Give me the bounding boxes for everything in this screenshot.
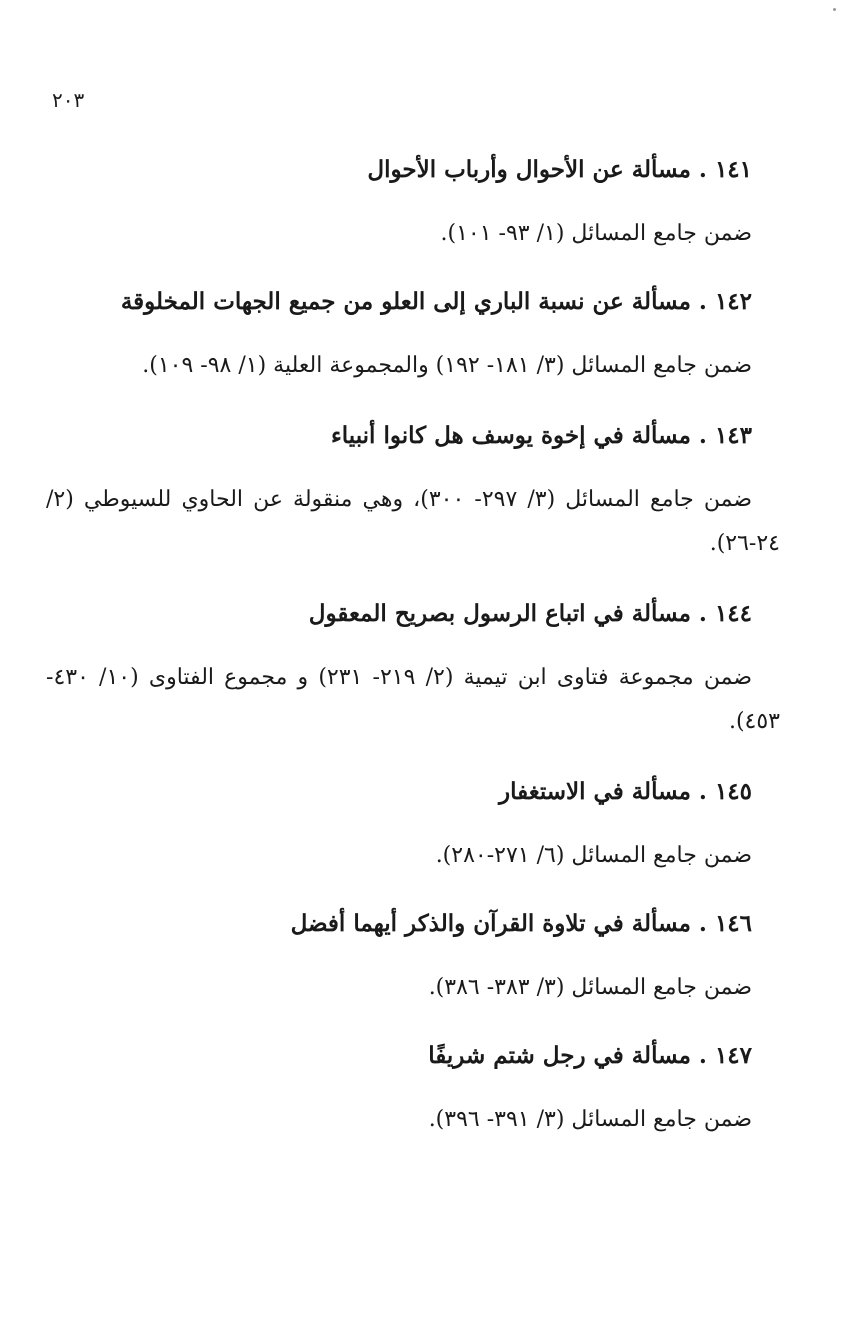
entry-title: ١٤٦ . مسألة في تلاوة القرآن والذكر أيهما أفضل: [290, 910, 752, 937]
entry-source: ضمن جامع المسائل (٣/ ٣٨٣- ٣٨٦).: [428, 975, 752, 1000]
entry-145: [46, 772, 780, 878]
entry-title: ١٤٧ . مسألة في رجل شتم شريفًا: [428, 1042, 752, 1069]
entry-source: ضمن جامع المسائل (٣/ ٢٩٧- ٣٠٠)، وهي منقولة عن الحاوي للسيوطي (٢/ ٢٤-٢٦).: [46, 487, 780, 556]
entry-title: ١٤٢ . مسألة عن نسبة الباري إلى العلو من جميع الجهات المخلوقة: [120, 288, 752, 315]
entry-list: [46, 150, 780, 1168]
entry-source: ضمن مجموعة فتاوى ابن تيمية (٢/ ٢١٩- ٢٣١) و مجموع الفتاوى (١٠/ ٤٣٠- ٤٥٣).: [46, 665, 780, 734]
entry-source: ضمن جامع المسائل (٣/ ١٨١- ١٩٢) والمجموعة العلية (١/ ٩٨- ١٠٩).: [142, 353, 752, 378]
entry-146: [46, 904, 780, 1010]
entry-title: ١٤١ . مسألة عن الأحوال وأرباب الأحوال: [367, 156, 752, 183]
entry-141: [46, 150, 780, 256]
entry-source: ضمن جامع المسائل (١/ ٩٣- ١٠١).: [440, 221, 752, 246]
scan-speck: [833, 8, 836, 11]
entry-144: [46, 594, 780, 744]
entry-143: [46, 416, 780, 566]
entry-142: [46, 282, 780, 388]
entry-title: ١٤٥ . مسألة في الاستغفار: [498, 778, 752, 805]
page-number: ٢٠٣: [52, 88, 85, 112]
entry-147: [46, 1036, 780, 1142]
entry-title: ١٤٤ . مسألة في اتباع الرسول بصريح المعقول: [308, 600, 752, 627]
entry-source: ضمن جامع المسائل (٦/ ٢٧١-٢٨٠).: [435, 843, 752, 868]
entry-source: ضمن جامع المسائل (٣/ ٣٩١- ٣٩٦).: [428, 1107, 752, 1132]
entry-title: ١٤٣ . مسألة في إخوة يوسف هل كانوا أنبياء: [330, 422, 752, 449]
